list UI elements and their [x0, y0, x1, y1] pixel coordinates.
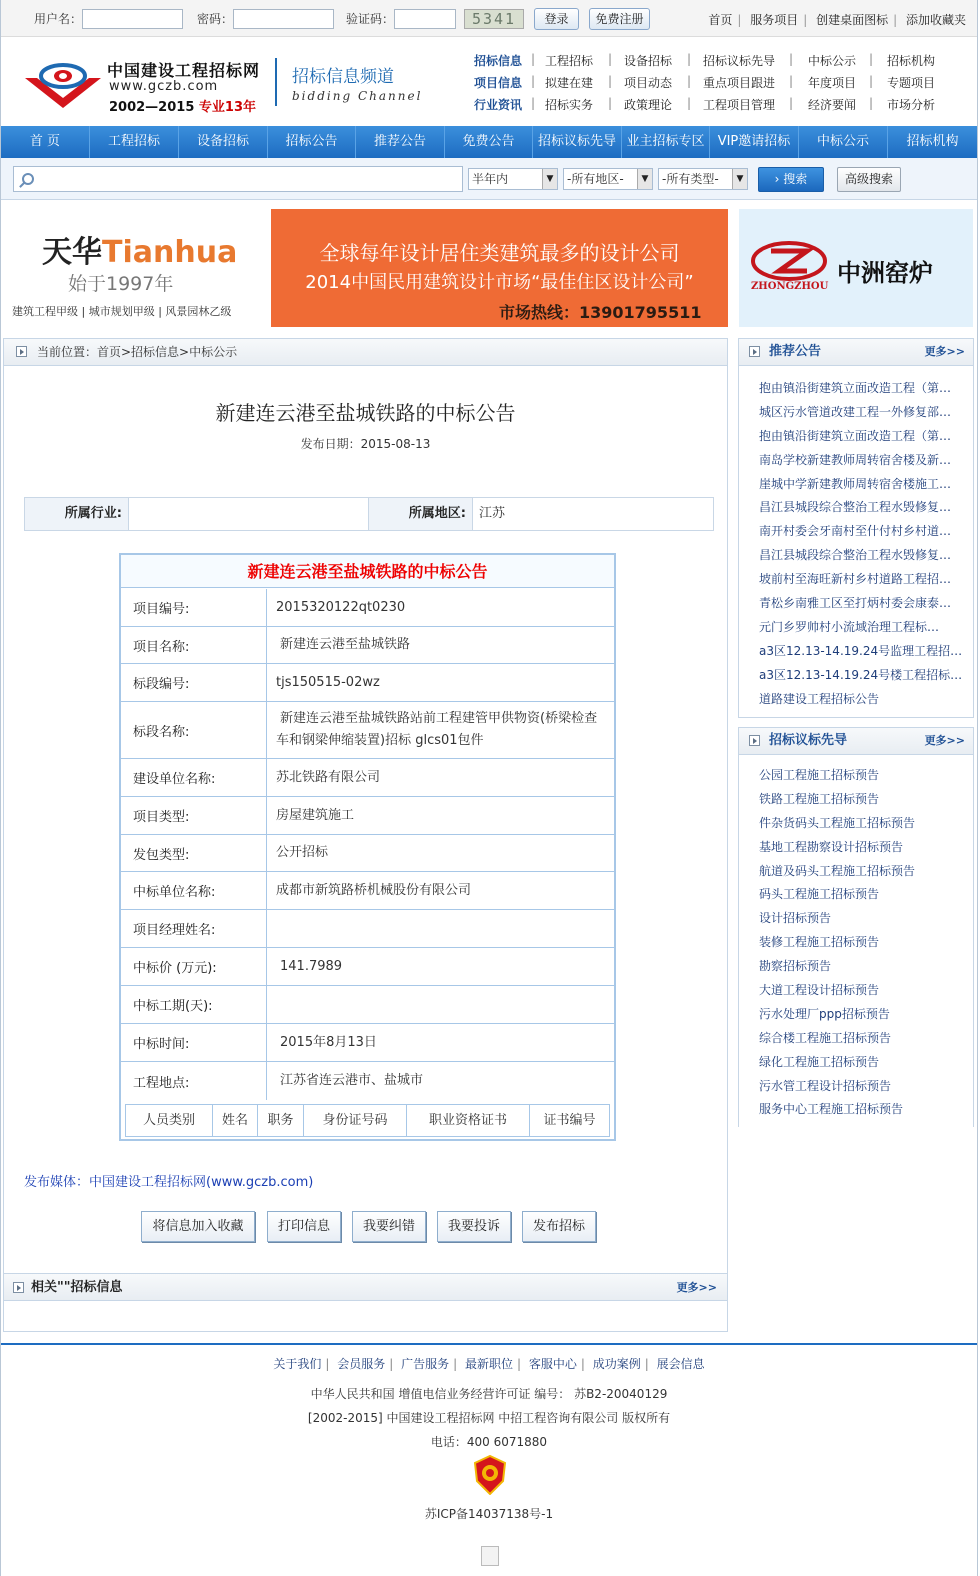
hnav-project-info[interactable]: 项目信息 [474, 76, 523, 90]
arrow-box-icon [749, 735, 760, 746]
list-item[interactable]: 污水管工程设计招标预告 [759, 1077, 969, 1101]
related-title: 相关""招标信息 [31, 1280, 123, 1295]
nav-free[interactable]: 免费公告 [445, 126, 533, 158]
table-row [121, 835, 614, 872]
list-item[interactable]: 青松乡南雅工区至打炳村委会康泰… [759, 594, 969, 618]
list-item[interactable]: 装修工程施工招标预告 [759, 933, 969, 957]
ad-hotline: 市场热线：13901795511 [499, 303, 702, 322]
list-item[interactable]: 公园工程施工招标预告 [759, 766, 969, 790]
table-row [121, 872, 614, 910]
list-item[interactable]: 码头工程施工招标预告 [759, 885, 969, 909]
row-value: 苏北铁路有限公司 [276, 769, 381, 785]
sidebar-preview-header [739, 728, 973, 755]
list-item[interactable]: 勘察招标预告 [759, 957, 969, 981]
row-value: 2015320122qt0230 [276, 599, 406, 615]
row-value: tjs150515-02wz [276, 674, 380, 690]
preview-more-link[interactable]: 更多>> [924, 734, 965, 747]
list-item[interactable]: 元门乡罗帅村小流域治理工程标… [759, 618, 969, 642]
list-item[interactable]: 综合楼工程施工招标预告 [759, 1029, 969, 1053]
list-item[interactable]: 崖城中学新建教师周转宿舍楼施工… [759, 475, 969, 499]
row-key: 项目名称: [121, 627, 267, 663]
search-bar [1, 158, 977, 200]
hnav-dynamics[interactable]: 项目动态 [624, 76, 673, 90]
tianhua-since: 始于1997年 [68, 273, 174, 295]
footer-license: 中华人民共和国 增值电信业务经营许可证 编号： 苏B2-20040129 [310, 1387, 668, 1401]
sidebar-recommended-header [739, 339, 973, 366]
footer-copyright: [2002-2015] 中国建设工程招标网 中招工程咨询有限公司 版权所有 [307, 1411, 671, 1425]
nav-engineering[interactable]: 工程招标 [90, 126, 179, 158]
captcha-label: 验证码： [346, 12, 395, 26]
footer-link-cases[interactable]: 成功案例 [592, 1357, 641, 1371]
sidebar-recommended-title: 推荐公告 [769, 344, 822, 359]
type-select[interactable]: -所有类型- ▼ [658, 168, 748, 190]
publish-bid-button[interactable]: 发布招标 [522, 1211, 596, 1242]
personnel-col-name: 姓名 [213, 1105, 258, 1136]
breadcrumb [4, 339, 727, 366]
row-key: 项目经理姓名: [121, 910, 267, 947]
add-favorite-button[interactable]: 将信息加入收藏 [141, 1211, 255, 1242]
chevron-down-icon: ▼ [637, 169, 652, 189]
hnav-special[interactable]: 专题项目 [887, 76, 936, 90]
list-item[interactable]: 污水处理厂ppp招标预告 [759, 1005, 969, 1029]
recommended-more-link[interactable]: 更多>> [924, 345, 965, 358]
list-item[interactable]: 南开村委会牙南村至什付村乡村道… [759, 522, 969, 546]
main-nav [1, 126, 977, 158]
zhongzhou-en: ZHONGZHOU [751, 281, 829, 292]
channel-subtitle: bidding Channel [292, 89, 423, 103]
zhongzhou-name: 中洲窑炉 [837, 259, 933, 287]
row-key: 建设单位名称: [121, 759, 267, 796]
ad-line-1: 全球每年设计居住类建筑最多的设计公司 [319, 241, 680, 265]
row-value: 141.7989 [280, 958, 343, 974]
row-key: 中标时间: [121, 1024, 267, 1061]
top-link-desktop-icon[interactable]: 创建桌面图标 [816, 13, 889, 27]
nav-equipment[interactable]: 设备招标 [179, 126, 268, 158]
personnel-col-cert: 职业资格证书 [407, 1105, 530, 1136]
row-value: 新建连云港至盐城铁路站前工程建管甲供物资(桥梁检查车和钢梁伸缩装置)招标 glcs01包件 [276, 711, 598, 748]
related-header [4, 1273, 727, 1301]
table-row [121, 627, 614, 664]
hnav-news[interactable]: 行业资讯 [474, 98, 523, 112]
nav-owner[interactable]: 业主招标专区 [622, 126, 710, 158]
arrow-box-icon [16, 346, 27, 357]
row-value [268, 910, 614, 947]
list-item[interactable]: 昌江县城段综合整治工程水毁修复… [759, 546, 969, 570]
password-input[interactable] [233, 9, 334, 29]
hnav-management[interactable]: 工程项目管理 [703, 98, 776, 112]
chevron-down-icon: ▼ [732, 169, 747, 189]
table-row [121, 664, 614, 702]
list-item[interactable]: 铁路工程施工招标预告 [759, 790, 969, 814]
tianhua-quals: 建筑工程甲级 | 城市规划甲级 | 风景园林乙级 [12, 305, 232, 318]
banner-zhongzhou[interactable] [739, 209, 973, 327]
tianhua-logo: 天华Tianhua [42, 235, 238, 270]
sidebar-preview-title: 招标议标先导 [769, 733, 848, 748]
hnav-engineering[interactable]: 工程招标 [545, 54, 594, 68]
police-badge-icon[interactable] [472, 1455, 508, 1495]
row-value: 成都市新筑路桥机械股份有限公司 [276, 882, 472, 898]
table-row [121, 948, 614, 986]
meta-info [24, 497, 714, 531]
personnel-col-type: 人员类别 [126, 1105, 213, 1136]
chevron-down-icon: ▼ [542, 169, 557, 189]
search-icon [22, 173, 34, 185]
period-select[interactable]: 半年内 ▼ [468, 168, 558, 190]
list-item[interactable]: 大道工程设计招标预告 [759, 981, 969, 1005]
row-value: 江苏省连云港市、盐城市 [280, 1073, 424, 1088]
list-item[interactable]: 件杂货码头工程施工招标预告 [759, 814, 969, 838]
register-button[interactable]: 免费注册 [589, 8, 650, 30]
hnav-annual[interactable]: 年度项目 [808, 76, 857, 90]
site-header [1, 38, 977, 126]
row-key: 中标工期(天): [121, 986, 267, 1023]
top-login-bar [1, 0, 977, 37]
hnav-equipment[interactable]: 设备招标 [624, 54, 673, 68]
list-item[interactable]: 抱由镇沿街建筑立面改造工程（第… [759, 379, 969, 403]
award-table [119, 553, 616, 1141]
list-item[interactable]: 昌江县城段综合整治工程水毁修复… [759, 498, 969, 522]
footer-link-expo[interactable]: 展会信息 [656, 1357, 705, 1371]
nav-recommended[interactable]: 推荐公告 [356, 126, 445, 158]
table-row [121, 797, 614, 835]
row-value: 公开招标 [276, 845, 329, 860]
personnel-col-id: 身份证号码 [304, 1105, 407, 1136]
list-item[interactable]: 基地工程勘察设计招标预告 [759, 838, 969, 862]
recommended-list [759, 379, 969, 713]
top-link-favorite[interactable]: 添加收藏夹 [905, 13, 966, 27]
row-key: 标段编号: [121, 664, 267, 701]
list-item[interactable]: 道路建设工程招标公告 [759, 690, 969, 714]
footer-link-about[interactable]: 关于我们 [273, 1357, 322, 1371]
related-more-link[interactable]: 更多>> [676, 1281, 717, 1294]
list-item[interactable]: a3区12.13-14.19.24号楼工程招标… [759, 666, 969, 690]
site-logo[interactable] [23, 54, 278, 114]
list-item[interactable]: 城区污水管道改建工程一外修复部… [759, 403, 969, 427]
region-select[interactable]: -所有地区- ▼ [563, 168, 653, 190]
personnel-header-row [125, 1104, 610, 1137]
hnav-practice[interactable]: 招标实务 [545, 98, 594, 112]
nav-preview[interactable]: 招标议标先导 [533, 126, 622, 158]
banner-ad[interactable] [271, 209, 728, 327]
table-title: 新建连云港至盐城铁路的中标公告 [121, 555, 614, 588]
hnav-proposed[interactable]: 拟建在建 [545, 76, 594, 90]
logo-mark-icon [23, 58, 103, 110]
header-divider [275, 58, 277, 106]
row-value: 房屋建筑施工 [276, 807, 355, 823]
sidebar-preview [738, 727, 974, 1127]
hnav-preview[interactable]: 招标议标先导 [703, 54, 776, 68]
table-row [121, 589, 614, 627]
captcha-input[interactable] [394, 9, 456, 29]
header-nav-row: 项目信息 | 拟建在建 | 项目动态 | 重点项目跟进 | 年度项目 | 专题项目 [474, 74, 936, 90]
site-footer [1, 1343, 977, 1576]
list-item[interactable]: 南岛学校新建教师周转宿舍楼及新… [759, 451, 969, 475]
logo-url: www.gczb.com [109, 79, 219, 94]
table-row [121, 1024, 614, 1062]
row-value: 2015年8月13日 [280, 1034, 377, 1050]
sidebar-recommended [738, 338, 974, 718]
preview-list [759, 766, 969, 1124]
list-item[interactable]: 航道及码头工程施工招标预告 [759, 862, 969, 886]
footer-link-support[interactable]: 客服中心 [528, 1357, 577, 1371]
hnav-policy[interactable]: 政策理论 [624, 98, 673, 112]
hnav-award[interactable]: 中标公示 [808, 54, 857, 68]
page-title: 新建连云港至盐城铁路的中标公告 [215, 401, 516, 425]
print-button[interactable]: 打印信息 [267, 1211, 341, 1242]
arrow-box-icon [749, 346, 760, 357]
region-label: 所属地区: [369, 498, 472, 530]
personnel-col-cert-no: 证书编号 [543, 1113, 596, 1128]
list-item[interactable]: 设计招标预告 [759, 909, 969, 933]
search-input[interactable] [13, 166, 463, 192]
header-nav-row: 行业资讯 | 招标实务 | 政策理论 | 工程项目管理 | 经济要闻 | 市场分析 [474, 96, 936, 112]
banner-tianhua[interactable] [8, 209, 270, 327]
footer-link-member[interactable]: 会员服务 [337, 1357, 386, 1371]
hnav-agencies[interactable]: 招标机构 [887, 54, 936, 68]
row-key: 项目类型: [121, 797, 267, 834]
logo-name: 中国建设工程招标网 [107, 61, 261, 80]
nav-agencies[interactable]: 招标机构 [906, 134, 959, 149]
top-links: 首页 | 服务项目 | 创建桌面图标 | 添加收藏夹 [708, 13, 966, 27]
password-label: 密码： [197, 12, 234, 26]
row-key: 中标价 (万元): [121, 948, 267, 985]
username-input[interactable] [82, 9, 183, 29]
header-nav [471, 52, 971, 118]
zhongzhou-logo-icon [749, 239, 829, 283]
table-row [121, 702, 614, 759]
hnav-market[interactable]: 市场分析 [887, 98, 936, 112]
hnav-key-projects[interactable]: 重点项目跟进 [703, 76, 776, 90]
list-item[interactable]: 绿化工程施工招标预告 [759, 1053, 969, 1077]
region-value: 江苏 [472, 498, 713, 530]
nav-award[interactable]: 中标公示 [799, 126, 888, 158]
list-item[interactable]: 服务中心工程施工招标预告 [759, 1100, 969, 1124]
list-item[interactable]: 抱由镇沿街建筑立面改造工程（第… [759, 427, 969, 451]
personnel-col-position: 职务 [258, 1105, 304, 1136]
footer-links: 关于我们 | 会员服务 | 广告服务 | 最新职位 | 客服中心 | 成功案例 | 展会信息 [273, 1357, 705, 1371]
row-value: 新建连云港至盐城铁路 [280, 637, 411, 652]
report-error-button[interactable]: 我要纠错 [352, 1211, 426, 1242]
industry-label: 所属行业: [25, 498, 128, 530]
complaint-button[interactable]: 我要投诉 [437, 1211, 511, 1242]
username-label: 用户名： [34, 12, 83, 26]
search-button[interactable]: › 搜索 [758, 167, 824, 192]
row-key: 工程地点: [121, 1062, 267, 1100]
stats-icon[interactable] [481, 1546, 499, 1566]
row-value [268, 986, 614, 1023]
ad-line-2: 2014中国民用建筑设计市场“最佳住区设计公司” [305, 272, 694, 293]
footer-link-ads[interactable]: 广告服务 [401, 1357, 450, 1371]
header-nav-row: 招标信息 | 工程招标 | 设备招标 | 招标议标先导 | 中标公示 | 招标机构 [474, 52, 936, 68]
logo-years: 2002—2015 专业13年 [109, 100, 256, 115]
row-key: 标段名称: [121, 702, 267, 758]
table-row [121, 1062, 614, 1100]
login-button[interactable]: 登录 [534, 8, 579, 30]
row-key: 中标单位名称: [121, 872, 267, 909]
publish-date: 发布日期：2015-08-13 [300, 437, 431, 451]
nav-announcements[interactable]: 招标公告 [268, 126, 356, 158]
hnav-bidding-info[interactable]: 招标信息 [474, 54, 523, 68]
advanced-search-button[interactable]: 高级搜索 [837, 167, 901, 192]
row-key: 发包类型: [121, 835, 267, 871]
channel-title: 招标信息频道 [292, 67, 394, 87]
list-item[interactable]: a3区12.13-14.19.24号监理工程招… [759, 642, 969, 666]
industry-value [128, 498, 369, 530]
nav-vip[interactable]: VIP邀请招标 [710, 126, 799, 158]
hnav-economy[interactable]: 经济要闻 [808, 98, 857, 112]
top-link-services[interactable]: 服务项目 [750, 13, 799, 27]
captcha-image[interactable]: 5341 [464, 9, 524, 29]
breadcrumb-text: 当前位置：首页>招标信息>中标公示 [37, 345, 238, 359]
publisher-link[interactable]: 发布媒体：中国建设工程招标网(www.gczb.com) [24, 1175, 314, 1190]
footer-link-jobs[interactable]: 最新职位 [464, 1357, 513, 1371]
arrow-box-icon [13, 1282, 24, 1293]
list-item[interactable]: 坡前村至海旺新村乡村道路工程招… [759, 570, 969, 594]
row-key: 项目编号: [121, 589, 267, 626]
top-link-home[interactable]: 首页 [708, 13, 733, 27]
nav-home[interactable]: 首 页 [1, 126, 90, 158]
main-content [3, 338, 728, 1332]
table-row [121, 759, 614, 797]
table-row [121, 986, 614, 1024]
footer-phone: 电话：400 6071880 [430, 1435, 548, 1449]
footer-icp[interactable]: 苏ICP备14037138号-1 [424, 1507, 554, 1521]
table-row [121, 910, 614, 948]
